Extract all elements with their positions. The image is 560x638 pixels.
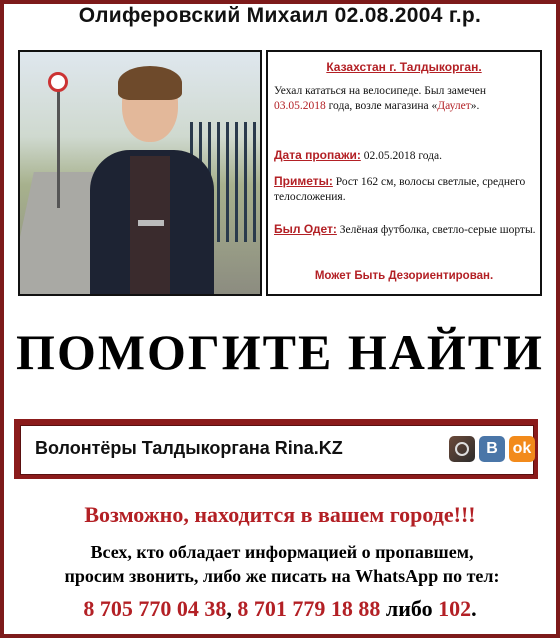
phone-1[interactable]: 8 705 770 04 38 (83, 596, 227, 621)
story-text (274, 84, 536, 114)
story-suffix: ». (470, 100, 480, 112)
dressed-label: Был Одет: (274, 222, 337, 236)
photo-road-sign (48, 72, 68, 92)
story-mid: года, возле магазина « (325, 100, 438, 112)
appeal-line-1: Всех, кто обладает информацией о пропавшем, (90, 542, 474, 562)
missing-date-value: 02.05.2018 года. (360, 150, 443, 162)
missing-date-line (274, 148, 536, 164)
phone-or: либо (380, 596, 439, 621)
phone-2[interactable]: 8 701 779 18 88 (237, 596, 381, 621)
disoriented-note: Может Быть Дезориентирован. (314, 270, 494, 282)
missing-date-label: Дата пропажи: (274, 148, 361, 162)
phone-separator: , (226, 596, 238, 621)
odnoklassniki-icon[interactable]: ok (509, 436, 535, 462)
signs-label: Приметы: (274, 174, 333, 188)
photo-shirt-logo (138, 220, 164, 226)
story-date: 03.05.2018 (274, 100, 326, 112)
dressed-line (274, 222, 536, 238)
story-place: Даулет (437, 100, 471, 112)
photo-shirt (130, 156, 170, 296)
volunteers-banner-inner (20, 425, 534, 475)
maybe-in-your-city: Возможно, находится в вашем городе!!! (84, 502, 476, 527)
phone-numbers (0, 596, 560, 622)
info-box (266, 50, 542, 296)
vk-icon[interactable]: B (479, 436, 505, 462)
appeal-text (12, 540, 552, 588)
photo-sign-pole (57, 88, 60, 208)
signs-value: Рост 162 см, волосы светлые, среднего телосложения. (274, 176, 526, 203)
instagram-lens (455, 442, 469, 456)
volunteers-text: Волонтёры Талдыкоргана Rina.KZ (35, 438, 343, 458)
help-find-headline: ПОМОГИТЕ НАЙТИ (16, 324, 544, 380)
instagram-icon[interactable] (449, 436, 475, 462)
phone-3[interactable]: 102 (438, 596, 472, 621)
story-prefix: Уехал кататься на велосипеде. Был замечен (274, 85, 487, 97)
signs-line (274, 174, 536, 205)
appeal-line-2: просим звонить, либо же писать на WhatsApp по тел: (64, 566, 500, 586)
phone-end: . (471, 596, 477, 621)
photo-hair (118, 66, 182, 100)
volunteers-banner (14, 419, 538, 479)
photo-boy (80, 70, 220, 296)
poster-title: Олиферовский Михаил 02.08.2004 г.р. (78, 4, 482, 27)
location-heading: Казахстан г. Талдыкорган. (326, 60, 482, 74)
missing-person-photo (18, 50, 262, 296)
dressed-value: Зелёная футболка, светло-серые шорты. (336, 224, 536, 236)
